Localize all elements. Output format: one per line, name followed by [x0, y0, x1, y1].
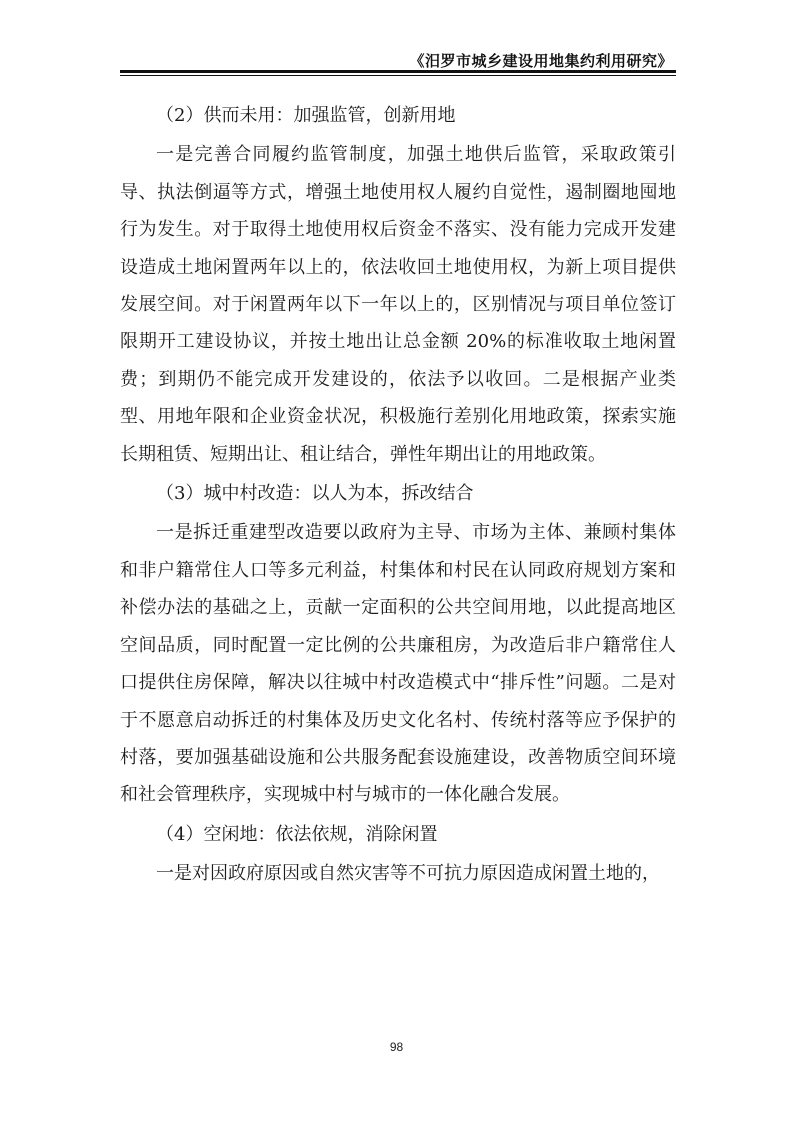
section-heading-urban-village: （3）城中村改造：以人为本，拆改结合 [156, 483, 474, 505]
header-rule-thin [120, 75, 676, 76]
paragraph-urban-village: 一是拆迁重建型改造要以政府为主导、市场为主体、兼顾村集体和非户籍常住人口等多元利益，村集体和村民在认同政府规划方案和补偿办法的基础之上，贡献一定面积的公共空间用地，以此提高地区空间品质，同时配置一定比例的公共廉租房，为改造后非户籍常住人口提供住房保障，解决以往城中村改造模式中“排斥性”问题。二是对于不愿意启动拆迁的村集体及历史文化名村、传统村落等应予保护的村落，要加强基础设施和公共服务配套设施建设，改善物质空间环境和社会管理秩序，实现城中村与城市的一体化融合发展。 [120, 522, 676, 806]
section-heading-idle-supply: （2）供而未用：加强监管，创新用地 [156, 105, 456, 126]
header-title: 《汨罗市城乡建设用地集约利用研究》 [409, 52, 673, 70]
header-rule-thick [120, 70, 676, 73]
paragraph-vacant-land: 一是对因政府原因或自然灾害等不可抗力原因造成闲置土地的， [156, 863, 660, 885]
paragraph-idle-supply: 一是完善合同履约监管制度，加强土地供后监管，采取政策引导、执法倒逼等方式，增强土地使用权人履约自觉性，遏制圈地囤地行为发生。对于取得土地使用权后资金不落实、没有能力完成开发建设造成土地闲置两年以上的，依法收回土地使用权，为新上项目提供发展空间。对于闲置两年以下一年以上的，区别情况与项目单位签订限期开工建设协议，并按土地出让总金额 20%的标准收取土地闲置费；到期仍不能完成开发建设的，依法予以收回。二是根据产业类型、用地年限和企业资金状况，积极施行差别化用地政策，探索实施长期租赁、短期出让、租让结合，弹性年期出让的用地政策。 [120, 144, 676, 465]
section-heading-vacant-land: （4）空闲地：依法依规，消除闲置 [156, 823, 438, 845]
page-body [120, 97, 676, 895]
page-number: 98 [389, 1040, 404, 1054]
